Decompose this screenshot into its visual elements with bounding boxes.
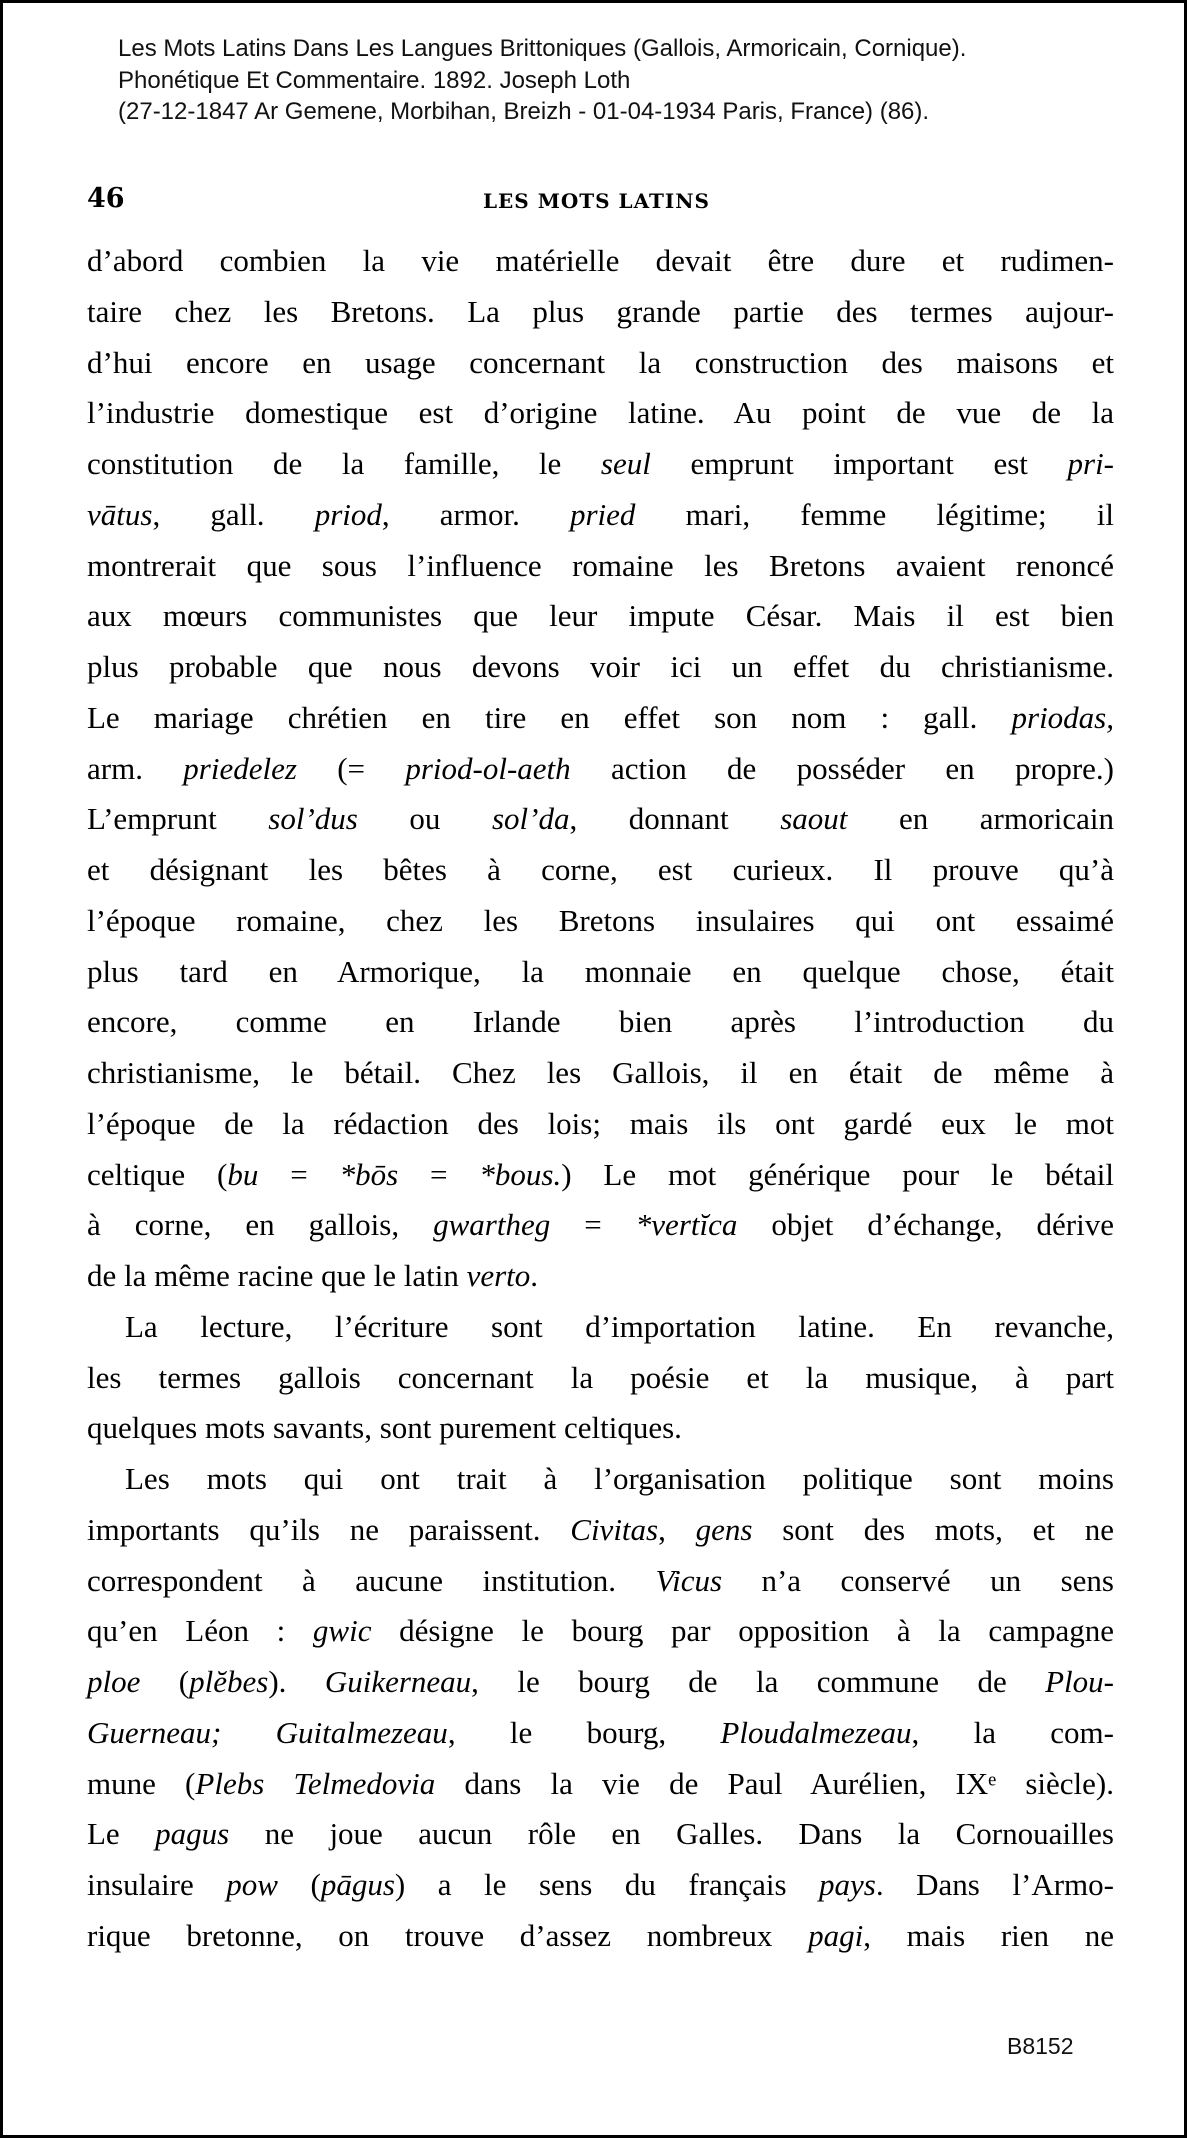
italic-term: vātus [87, 496, 153, 532]
text-segment: correspondent à aucune institution. [87, 1562, 656, 1598]
text-line [87, 1048, 1114, 1099]
text-segment: objet d’échange, dérive [737, 1207, 1114, 1243]
text-line [87, 997, 1114, 1048]
text-line [87, 1759, 1114, 1810]
italic-term: sol’da [491, 801, 570, 837]
text-line [87, 1606, 1114, 1657]
text-line [87, 1302, 1114, 1353]
text-segment: , donnant [569, 801, 781, 837]
text-segment: rique bretonne, on trouve d’assez nombreux [87, 1917, 809, 1953]
italic-term: *vertĭca [635, 1207, 738, 1243]
text-line [87, 947, 1114, 998]
italic-term: pried [569, 496, 636, 532]
text-segment: ) a le sens du français [394, 1867, 820, 1902]
text-segment: quelques mots savants, sont purement celtiques. [87, 1410, 682, 1446]
text-segment: ( [277, 1867, 321, 1902]
text-segment: celtique ( [87, 1156, 228, 1192]
text-segment: mune ( [87, 1765, 196, 1801]
text-segment: et désignant les bêtes à corne, est curieux. Il prouve qu’à [87, 852, 1114, 887]
text-line [87, 1099, 1114, 1150]
italic-term: seul [600, 446, 651, 481]
text-segment: sont des mots, et ne [752, 1511, 1114, 1547]
text-segment: les termes gallois concernant la poésie et la musique, à part [87, 1359, 1114, 1395]
italic-term: gwic [312, 1613, 372, 1649]
italic-term: gens [695, 1511, 753, 1547]
text-segment: montrerait que sous l’influence romaine les Bretons avaient renoncé [87, 547, 1114, 583]
italic-term: plĕbes [189, 1664, 269, 1699]
italic-term: priodas, [1011, 699, 1114, 735]
text-line [87, 1251, 1114, 1302]
text-segment: ) Le mot générique pour le bétail [561, 1156, 1115, 1192]
italic-term: pagi [808, 1917, 864, 1953]
text-line [87, 1657, 1114, 1708]
text-segment: , mais rien ne [863, 1917, 1114, 1953]
text-segment: de la même racine que le latin [87, 1258, 467, 1293]
italic-term: ploe [87, 1664, 141, 1699]
text-line [87, 1353, 1114, 1404]
text-segment: ne joue aucun rôle en Galles. Dans la Cornouailles [229, 1816, 1114, 1852]
text-segment: dans la vie de Paul Aurélien, IXᵉ siècle). [435, 1765, 1114, 1801]
italic-term: priod [314, 496, 382, 532]
italic-term: Plou- [1045, 1664, 1114, 1699]
text-segment: , la com- [911, 1714, 1114, 1750]
text-segment: Les mots qui ont trait à l’organisation politique sont moins [125, 1461, 1114, 1496]
text-segment: importants qu’ils ne paraissent. [87, 1511, 571, 1547]
text-line [87, 388, 1114, 439]
text-segment: , le bourg de la commune de [471, 1664, 1046, 1699]
text-line [87, 1708, 1114, 1759]
text-segment: d’abord combien la vie matérielle devait être dure et rudimen- [87, 243, 1114, 278]
text-line [87, 1860, 1114, 1911]
text-segment: désigne le bourg par opposition à la campagne [371, 1613, 1114, 1649]
text-segment: encore, comme en Irlande bien après l’introduction du [87, 1004, 1114, 1040]
text-segment: L’emprunt [87, 801, 269, 837]
text-segment: l’époque romaine, chez les Bretons insulaires qui ont essaimé [87, 902, 1114, 938]
text-segment: arm. [87, 750, 184, 786]
text-segment: . Dans l’Armo- [875, 1867, 1114, 1902]
text-segment: action de posséder en propre.) [570, 750, 1114, 786]
text-line [87, 591, 1114, 642]
italic-term: Guerneau; Guitalmezeau [87, 1714, 448, 1750]
italic-term: Plebs Telmedovia [195, 1765, 436, 1801]
italic-term: *bous. [479, 1156, 562, 1192]
text-segment: , armor. [381, 496, 570, 532]
text-segment: constitution de la famille, le [87, 446, 601, 481]
text-segment: aux mœurs communistes que leur impute César. Mais il est bien [87, 598, 1114, 634]
body-text [87, 236, 1114, 1962]
text-line [87, 1505, 1114, 1556]
italic-term: sol’dus [268, 801, 358, 837]
text-line [87, 338, 1114, 389]
text-line [87, 287, 1114, 338]
text-segment: La lecture, l’écriture sont d’importation latine. En revanche, [125, 1308, 1114, 1344]
text-segment: n’a conservé un sens [722, 1562, 1114, 1598]
text-line [87, 693, 1114, 744]
text-line [87, 1911, 1114, 1962]
text-segment: christianisme, le bétail. Chez les Gallois, il en était de même à [87, 1055, 1114, 1090]
text-segment: = [550, 1207, 636, 1243]
italic-term: pays [819, 1867, 876, 1902]
text-segment: insulaire [87, 1867, 227, 1902]
italic-term: pagus [155, 1816, 230, 1852]
italic-term: saout [780, 801, 848, 837]
text-line [87, 236, 1114, 287]
text-segment: ou [357, 801, 492, 837]
text-segment: plus tard en Armorique, la monnaie en quelque chose, était [87, 953, 1114, 989]
text-segment: l’époque de la rédaction des lois; mais ils ont gardé eux le mot [87, 1105, 1114, 1141]
footer-code: B8152 [1007, 2033, 1074, 2059]
italic-term: bu [227, 1156, 259, 1192]
italic-term: verto [466, 1258, 531, 1293]
text-line [87, 794, 1114, 845]
text-segment: plus probable que nous devons voir ici un effet du christianisme. [87, 649, 1114, 684]
italic-term: Civitas [570, 1511, 659, 1547]
text-line [87, 541, 1114, 592]
text-line [87, 1556, 1114, 1607]
text-segment: Le [87, 1816, 156, 1852]
text-segment: d’hui encore en usage concernant la construction des maisons et [87, 344, 1114, 380]
italic-term: Vicus [655, 1562, 723, 1598]
text-line [87, 1454, 1114, 1505]
text-segment: ). [268, 1664, 325, 1699]
italic-term: Ploudalmezeau [720, 1714, 912, 1750]
text-line [87, 1200, 1114, 1251]
text-segment: mari, femme légitime; il [635, 496, 1114, 532]
italic-term: pāgus [320, 1867, 395, 1902]
text-line [87, 490, 1114, 541]
catalog-header-line-3: (27-12-1847 Ar Gemene, Morbihan, Breizh - 01-04-1934 Paris, France) (86). [118, 98, 930, 125]
running-head-title: LES MOTS LATINS [482, 189, 710, 213]
text-segment: , le bourg, [447, 1714, 721, 1750]
text-line [87, 642, 1114, 693]
text-segment: , [658, 1511, 696, 1547]
text-line [87, 1150, 1114, 1201]
text-line [87, 896, 1114, 947]
catalog-header-line-2: Phonétique Et Commentaire. 1892. Joseph Loth [118, 67, 631, 94]
text-line [87, 439, 1114, 490]
page-number: 46 [87, 183, 125, 214]
text-segment: à corne, en gallois, [87, 1207, 434, 1243]
italic-term: priedelez [183, 750, 297, 786]
text-segment: qu’en Léon : [87, 1613, 313, 1649]
text-line [87, 744, 1114, 795]
text-segment: = [258, 1156, 340, 1192]
text-segment: emprunt important est [650, 446, 1068, 481]
text-segment: = [398, 1156, 480, 1192]
text-segment: . [530, 1258, 539, 1293]
text-segment: en armoricain [847, 801, 1115, 837]
text-segment: (= [296, 750, 406, 786]
italic-term: pri- [1067, 446, 1114, 481]
catalog-header-line-1: Les Mots Latins Dans Les Langues Brittoniques (Gallois, Armoricain, Cornique). [118, 35, 967, 62]
text-line [87, 845, 1114, 896]
italic-term: priod-ol-aeth [405, 750, 571, 786]
italic-term: pow [226, 1867, 278, 1902]
text-segment: l’industrie domestique est d’origine latine. Au point de vue de la [87, 395, 1114, 431]
text-segment: ( [140, 1664, 190, 1699]
text-segment: taire chez les Bretons. La plus grande partie des termes aujour- [87, 293, 1114, 329]
text-segment: , gall. [152, 496, 315, 532]
italic-term: Guikerneau [324, 1664, 472, 1699]
text-line [87, 1809, 1114, 1860]
text-line [87, 1403, 1114, 1454]
text-segment: Le mariage chrétien en tire en effet son nom : gall. [87, 699, 1012, 735]
italic-term: *bōs [339, 1156, 399, 1192]
italic-term: gwartheg [433, 1207, 551, 1243]
